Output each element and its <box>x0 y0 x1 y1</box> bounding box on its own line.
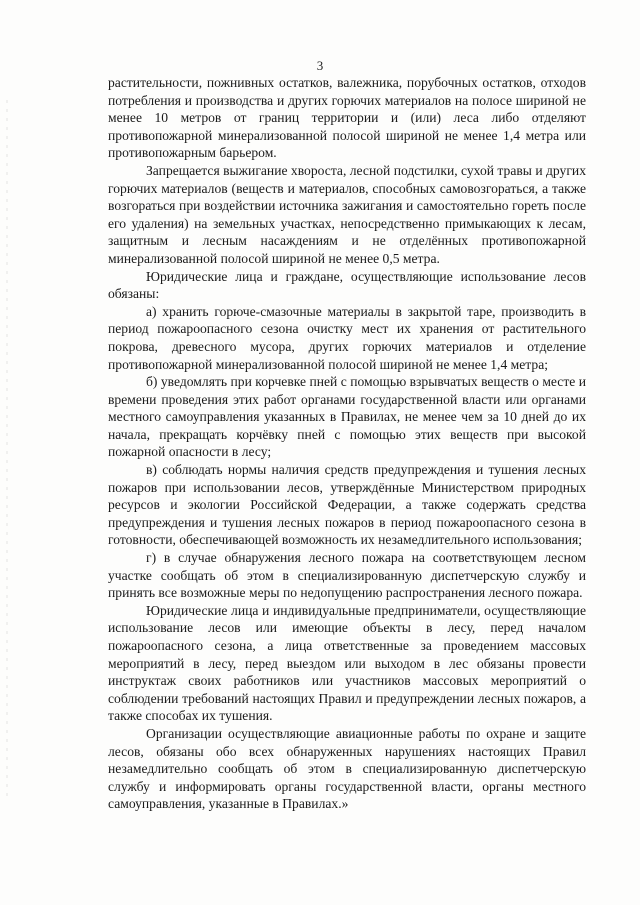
scan-margin-artifact <box>6 100 8 800</box>
list-item-g: г) в случае обнаружения лесного пожара на соответствующем лесном участке сообщать об этом в специализированную диспетчерскую службу и принять все возможные меры по недопущению распространения лесного пожара. <box>108 550 586 601</box>
paragraph-continuation: растительности, пожнивных остатков, валежника, порубочных остатков, отходов потребления и производства и других горючих материалов на полосе шириной не менее 10 метров от границ территории и (или) леса либо отделяют противопожарной минерализованной полосой шириной не менее 1,4 метра или противопожарным барьером. <box>108 75 586 161</box>
list-item-b: б) уведомлять при корчевке пней с помощью взрывчатых веществ о месте и времени проведения этих работ органами государственной власти или органами местного самоуправления указанных в Правилах, не менее чем за 10 дней до их начала, прекращать корчёвку пней с помощью этих веществ при высокой пожарной опасности в лесу; <box>108 374 586 460</box>
page-number: 3 <box>316 58 324 73</box>
paragraph-aviation-closing: Организации осуществляющие авиационные работы по охране и защите лесов, обязаны обо всех обнаруженных нарушениях настоящих Правил незамедлительно сообщать об этом в специализированную диспетчерскую службу и информировать органы государственной власти, органы местного самоуправления, указанные в Правилах.» <box>108 725 586 812</box>
list-item-a: а) хранить горюче-смазочные материалы в закрытой таре, производить в период пожароопасного сезона очистку мест их хранения от растительного покрова, древесного мусора, других горючих материалов и отделение противопожарной минерализованной полосой шириной не менее 1,4 метра; <box>108 303 586 372</box>
paragraph-obligations-intro: Юридические лица и граждане, осуществляющие использование лесов обязаны: <box>108 268 586 302</box>
paragraph-briefing: Юридические лица и индивидуальные предприниматели, осуществляющие использование лесов или имеющие объекты в лесу, перед началом пожароопасного сезона, а лица ответственные за проведением массовых мероприятий в лесу, перед выездом или выходом в лес обязаны провести инструктаж своих работников или участников массовых мероприятий о соблюдении требований настоящих Правил и предупреждении лесных пожаров, а также способах их тушения. <box>108 602 586 724</box>
list-item-v: в) соблюдать нормы наличия средств предупреждения и тушения лесных пожаров при использовании лесов, утверждённые Министерством природных ресурсов и экологии Российской Федерации, а также содержать средства предупреждения и тушения лесных пожаров в период пожароопасного сезона в готовности, обеспечивающей возможность их незамедлительного использования; <box>108 462 586 548</box>
document-body <box>108 74 586 813</box>
paragraph-burning-prohibition: Запрещается выжигание хвороста, лесной подстилки, сухой травы и других горючих материалов (веществ и материалов, способных самовозгораться, а также возгораться при воздействии источника зажигания и самостоятельно гореть после его удаления) на земельных участках, непосредственно примыкающих к лесам, защитным и лесным насаждениям и не отделённых противопожарной минерализованной полосой шириной не менее 0,5 метра. <box>108 162 586 266</box>
